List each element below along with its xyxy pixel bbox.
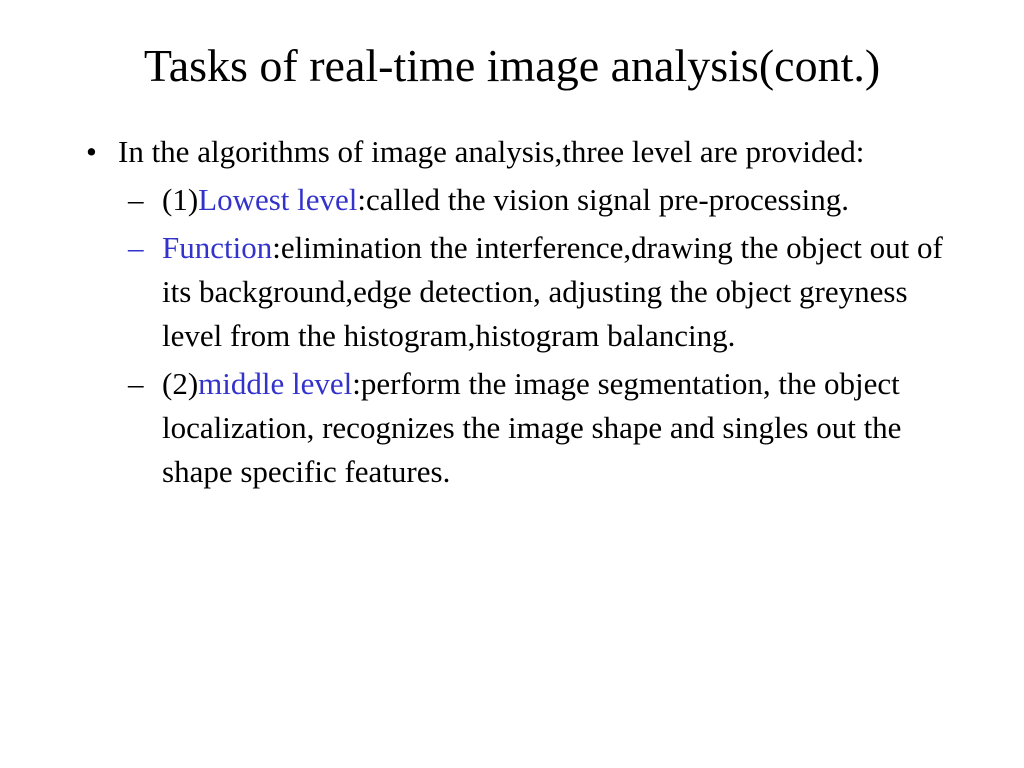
sub-bullet-highlight: Function <box>162 230 273 265</box>
sub-bullet-prefix: (2) <box>162 366 199 401</box>
sub-bullet-highlight: Lowest level <box>198 182 358 217</box>
bullet-text: In the algorithms of image analysis,three level are provided: <box>118 134 865 169</box>
slide-body <box>86 130 946 498</box>
sub-bullet-marker: – <box>128 366 144 401</box>
sub-bullet-text: :called the vision signal pre-processing. <box>357 182 849 217</box>
sub-bullet-text: :perform the image segmentation, the object localization, recognizes the image shape and singles out the shape specific features. <box>162 366 902 489</box>
bullet-item <box>86 130 946 174</box>
bullet-marker: • <box>86 134 97 169</box>
sub-bullet-item <box>128 226 946 358</box>
sub-bullet-marker: – <box>128 230 144 265</box>
sub-bullet-highlight: middle level <box>198 366 353 401</box>
sub-bullet-item <box>128 362 946 494</box>
sub-bullet-text: :elimination the interference,drawing the object out of its background,edge detection, adjusting the object greyness level from the histogram,histogram balancing. <box>162 230 943 353</box>
slide-title: Tasks of real-time image analysis(cont.) <box>143 40 881 91</box>
sub-bullet-prefix: (1) <box>162 182 199 217</box>
sub-bullet-item <box>128 178 946 222</box>
sub-bullet-marker: – <box>128 182 144 217</box>
